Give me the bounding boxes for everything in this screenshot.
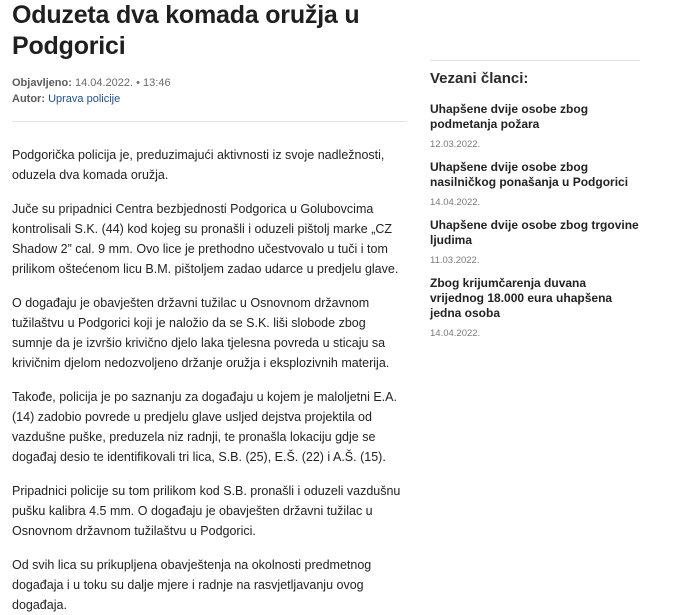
meta-divider — [12, 121, 407, 122]
related-title: Vezani članci: — [430, 70, 529, 87]
author-label: Autor: — [12, 93, 45, 105]
article-title: Oduzeta dva komada oružja u Podgorici — [12, 1, 360, 60]
related-date: 14.04.2022. — [430, 197, 481, 208]
published-value: 14.04.2022. • 13:46 — [74, 77, 171, 89]
related-headline[interactable]: Zbog krijumčarenja duvana vrijednog 18.000 eura uhapšena jedna osoba — [430, 276, 613, 320]
related-list — [430, 102, 640, 339]
related-item[interactable] — [430, 102, 640, 150]
author-link[interactable]: Uprava policije — [48, 93, 121, 105]
related-date: 12.03.2022. — [430, 139, 481, 150]
published-row — [12, 75, 407, 91]
article-main — [12, 0, 407, 615]
article-meta — [12, 75, 407, 107]
published-label: Objavljeno: — [12, 77, 72, 89]
related-headline[interactable]: Uhapšene dvije osobe zbog podmetanja požara — [430, 102, 589, 131]
related-headline[interactable]: Uhapšene dvije osobe zbog trgovine ljudima — [430, 218, 639, 247]
article-paragraph: Takođe, policija je po saznanju za događaju u kojem je maloljetni E.A. (14) zadobio povrede u predjelu glave usljed dejstva projektila od vazdušne puške, preduzela niz radnji, te pronašla lokaciju gdje se događaj desio te identifikovali tri lica, S.B. (25), E.Š. (22) i A.Š. (15). — [12, 390, 397, 464]
related-headline[interactable]: Uhapšene dvije osobe zbog nasilničkog ponašanja u Podgorici — [430, 160, 629, 189]
article-paragraph: Pripadnici policije su tom prilikom kod S.B. pronašli i oduzeli vazdušnu pušku kalibra 4.5 mm. O događaju je obavješten državni tužilac u Osnovnom državnom tužilaštvu u Podgorici. — [12, 484, 401, 538]
related-item[interactable] — [430, 276, 640, 339]
article-paragraph: O događaju je obavješten državni tužilac u Osnovnom državnom tužilaštvu u Podgorici koji je naložio da se S.K. liši slobode zbog sumnje da je izvršio krivično djelo laka tjelesna povreda u sticaju sa krivičnim djelom nedozvoljeno držanje oružja i eksplozivnih materija. — [12, 296, 390, 370]
related-item[interactable] — [430, 160, 640, 208]
related-date: 14.04.2022. — [430, 328, 481, 339]
author-row — [12, 91, 407, 107]
related-item[interactable] — [430, 218, 640, 266]
sidebar-divider — [430, 60, 640, 61]
article-paragraph: Podgorička policija je, preduzimajući aktivnosti iz svoje nadležnosti, oduzela dva komada oružja. — [12, 148, 385, 182]
related-articles — [430, 60, 640, 349]
article-paragraph: Od svih lica su prikupljena obavještenja na okolnosti predmetnog događaja i u toku su dalje mjere i radnje na rasvjetljavanju ovog događaja. — [12, 558, 372, 612]
article-paragraph: Juče su pripadnici Centra bezbjednosti Podgorica u Golubovcima kontrolisali S.K. (44) kod kojeg su pronašli i oduzeli pištolj marke „CZ Shadow 2” cal. 9 mm. Ovo lice je prethodno učestvovalo u tuči i tom prilikom oštećenom licu B.M. pištoljem zadao udarce u predjelu glave. — [12, 202, 399, 276]
related-date: 11.03.2022. — [430, 255, 480, 266]
article-body — [12, 145, 407, 615]
